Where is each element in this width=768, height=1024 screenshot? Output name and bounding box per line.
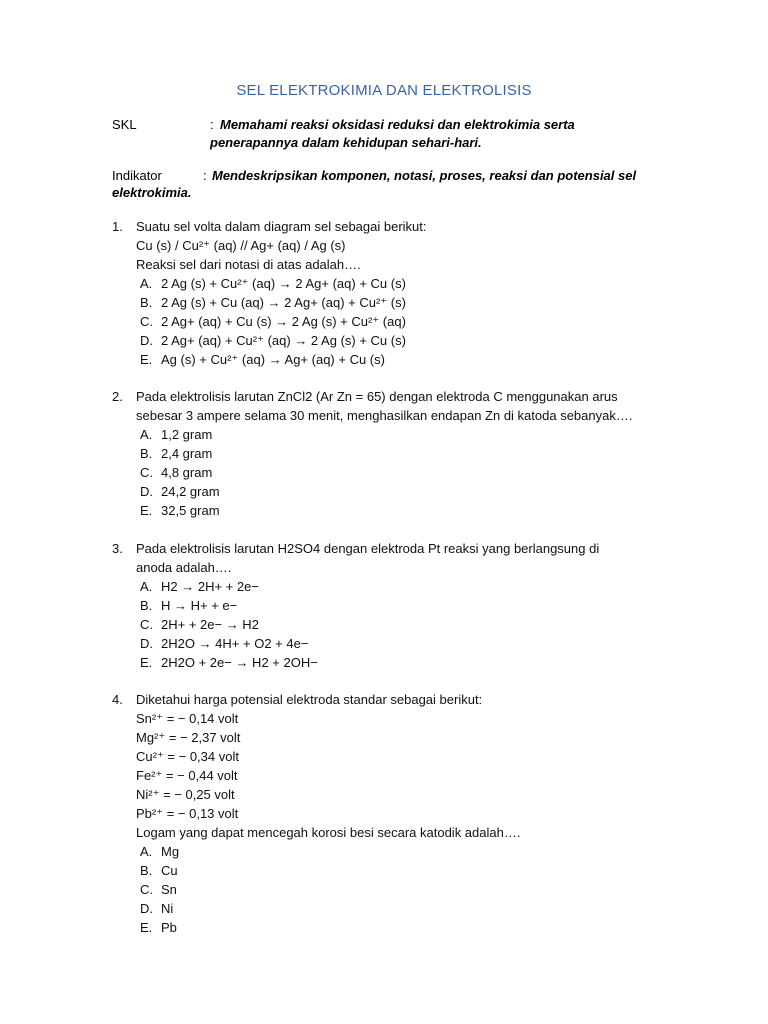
question-text: anoda adalah….	[136, 560, 232, 575]
indikator-text-line2: elektrokimia.	[112, 185, 192, 200]
option-letter: D.	[140, 333, 153, 348]
potential-value: Mg²⁺ = − 2,37 volt	[136, 730, 241, 745]
question-text: sebesar 3 ampere selama 30 menit, menghasilkan endapan Zn di katoda sebanyak….	[136, 408, 633, 423]
option-letter: C.	[140, 314, 153, 329]
option-e[interactable]	[112, 501, 672, 520]
option-letter: B.	[140, 446, 153, 461]
option-e[interactable]	[112, 653, 672, 672]
option-text: 2H2O + 2e− → H2 + 2OH−	[161, 655, 318, 670]
option-letter: C.	[140, 465, 153, 480]
option-text: Mg	[161, 844, 180, 859]
indikator-text-line1: Mendeskripsikan komponen, notasi, proses, reaksi dan potensial sel	[212, 168, 637, 183]
skl-text-line2: penerapannya dalam kehidupan sehari-hari.	[210, 135, 482, 150]
option-text: 4,8 gram	[161, 465, 213, 480]
option-d[interactable]	[112, 899, 672, 918]
question-number: 3.	[112, 541, 123, 556]
option-text: 2 Ag+ (aq) + Cu²⁺ (aq) → 2 Ag (s) + Cu (s)	[161, 333, 406, 348]
option-text: 2,4 gram	[161, 446, 213, 461]
option-c[interactable]	[112, 615, 672, 634]
option-a[interactable]	[112, 842, 672, 861]
question-text: Pada elektrolisis larutan ZnCl2 (Ar Zn = 65) dengan elektroda C menggunakan arus	[136, 389, 618, 404]
question-text: Pada elektrolisis larutan H2SO4 dengan elektroda Pt reaksi yang berlangsung di	[136, 541, 600, 556]
option-c[interactable]	[112, 463, 672, 482]
option-letter: A.	[140, 579, 153, 594]
option-letter: E.	[140, 655, 153, 670]
option-text: H2 → 2H+ + 2e−	[161, 579, 259, 594]
option-text: Ni	[161, 901, 174, 916]
option-a[interactable]	[112, 577, 672, 596]
option-e[interactable]	[112, 350, 672, 369]
indikator-label: Indikator	[112, 168, 162, 183]
option-c[interactable]	[112, 312, 672, 331]
option-b[interactable]	[112, 293, 672, 312]
option-letter: D.	[140, 636, 153, 651]
question-text: Logam yang dapat mencegah korosi besi secara katodik adalah….	[136, 825, 521, 840]
option-e[interactable]	[112, 918, 672, 937]
option-letter: A.	[140, 844, 153, 859]
option-text: 24,2 gram	[161, 484, 220, 499]
option-d[interactable]	[112, 331, 672, 350]
question-number: 1.	[112, 219, 123, 234]
cell-notation: Cu (s) / Cu²⁺ (aq) // Ag+ (aq) / Ag (s)	[136, 238, 346, 253]
option-text: H → H+ + e−	[161, 598, 238, 613]
option-text: 2 Ag+ (aq) + Cu (s) → 2 Ag (s) + Cu²⁺ (aq)	[161, 314, 406, 329]
potential-value: Pb²⁺ = − 0,13 volt	[136, 806, 239, 821]
option-letter: D.	[140, 484, 153, 499]
potential-value: Ni²⁺ = − 0,25 volt	[136, 787, 235, 802]
option-text: Ag (s) + Cu²⁺ (aq) → Ag+ (aq) + Cu (s)	[161, 352, 385, 367]
skl-label: SKL	[112, 117, 137, 132]
skl-separator: :	[210, 117, 214, 132]
option-d[interactable]	[112, 634, 672, 653]
option-c[interactable]	[112, 880, 672, 899]
potential-value: Fe²⁺ = − 0,44 volt	[136, 768, 238, 783]
option-text: 32,5 gram	[161, 503, 220, 518]
skl-text-line1: Memahami reaksi oksidasi reduksi dan elektrokimia serta	[220, 117, 575, 132]
option-letter: C.	[140, 617, 153, 632]
option-letter: E.	[140, 352, 153, 367]
option-a[interactable]	[112, 274, 672, 293]
indikator-separator: :	[203, 168, 207, 183]
option-text: 2H+ + 2e− → H2	[161, 617, 259, 632]
option-b[interactable]	[112, 596, 672, 615]
option-d[interactable]	[112, 482, 672, 501]
option-letter: A.	[140, 427, 153, 442]
option-letter: B.	[140, 863, 153, 878]
question-text: Reaksi sel dari notasi di atas adalah….	[136, 257, 361, 272]
option-text: Sn	[161, 882, 177, 897]
option-letter: B.	[140, 598, 153, 613]
question-text: Diketahui harga potensial elektroda standar sebagai berikut:	[136, 692, 483, 707]
question-text: Suatu sel volta dalam diagram sel sebagai berikut:	[136, 219, 427, 234]
option-b[interactable]	[112, 444, 672, 463]
option-text: 2H2O → 4H+ + O2 + 4e−	[161, 636, 309, 651]
option-letter: E.	[140, 503, 153, 518]
option-letter: E.	[140, 920, 153, 935]
option-text: 2 Ag (s) + Cu (aq) → 2 Ag+ (aq) + Cu²⁺ (s)	[161, 295, 406, 310]
option-letter: B.	[140, 295, 153, 310]
option-b[interactable]	[112, 861, 672, 880]
document-title: SEL ELEKTROKIMIA DAN ELEKTROLISIS	[236, 82, 532, 99]
option-text: 2 Ag (s) + Cu²⁺ (aq) → 2 Ag+ (aq) + Cu (s)	[161, 276, 406, 291]
potential-value: Sn²⁺ = − 0,14 volt	[136, 711, 239, 726]
question-number: 2.	[112, 389, 123, 404]
option-text: Cu	[161, 863, 178, 878]
option-letter: C.	[140, 882, 153, 897]
option-text: Pb	[161, 920, 177, 935]
option-letter: D.	[140, 901, 153, 916]
option-a[interactable]	[112, 425, 672, 444]
option-text: 1,2 gram	[161, 427, 213, 442]
question-number: 4.	[112, 692, 123, 707]
potential-value: Cu²⁺ = − 0,34 volt	[136, 749, 239, 764]
option-letter: A.	[140, 276, 153, 291]
